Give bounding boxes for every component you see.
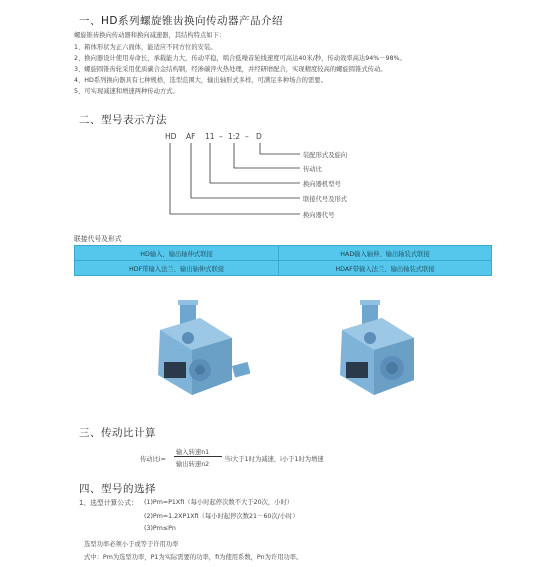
connection-title: 联接代号及形式 (74, 235, 122, 243)
code-ratio: 1:2 (228, 132, 241, 141)
section1-item-3: 3、螺旋圆锥齿轮采用优质碳合金结构钢，经渗碳淬火热处理，并经研磨配合，实现精度较高的螺旋圆锥式传动。 (74, 66, 387, 73)
leader-line-model (210, 143, 300, 183)
legend-connection: 联接代号及形式 (303, 196, 348, 203)
table-cell: HDF带输入法兰、输出轴伸式联接 (75, 261, 279, 276)
table-cell: HDAF带输入法兰、输出轴装式联接 (279, 261, 492, 276)
leader-line-assembly (260, 143, 300, 154)
formula-3: (3)Pm≤Pn (144, 525, 176, 532)
ratio-denominator: 输出转速n2 (176, 461, 210, 468)
section4-title: 四、型号的选择 (79, 483, 156, 495)
leader-line-connection (191, 143, 300, 198)
table-cell: HAD输入轴伸、输出轴装式联接 (279, 246, 492, 261)
code-hd: HD (165, 132, 177, 141)
code-d: D (256, 132, 262, 141)
formula-2: (2)Pm=1.2XP1XfⅠ（每小时起停次数21－60次/小时） (144, 513, 299, 520)
ratio-note: 当i大于1时为减速，i小于1时为增速 (224, 456, 324, 463)
section1-intro: 螺旋锥齿换向传动器和换向减速器，其结构特点如下： (74, 32, 226, 39)
section3-title: 三、传动比计算 (79, 427, 156, 439)
legend-reducer: 换向器代号 (303, 212, 335, 219)
legend-assembly: 装配形式及旋向 (303, 152, 348, 159)
ratio-numerator: 输入转速n1 (176, 449, 210, 456)
table-row (75, 246, 492, 261)
gearbox-image-right (320, 300, 430, 410)
connection-table (74, 245, 492, 276)
table-cell: HD输入、输出轴伸式联接 (75, 246, 279, 261)
formula-1: (1)Pm=P1XfⅠ（每小时起停次数不大于20次，小时） (144, 499, 294, 506)
ratio-label: 传动比i= (140, 456, 166, 463)
code-11: 11 (205, 132, 215, 141)
table-row (75, 261, 492, 276)
section1-title: 一、HD系列螺旋锥齿换向传动器产品介绍 (79, 15, 283, 27)
code-dash-2: – (245, 132, 249, 141)
formula-note-1: 选型功率必须小于或等于许用功率 (84, 541, 179, 548)
leader-line-ratio (234, 143, 300, 168)
code-dash-1: – (219, 132, 223, 141)
section1-item-4: 4、HD系列换向器具有七种规格，选型范围大，输出轴形式多样，可满足多种场合的需要。 (74, 77, 327, 84)
formula-note-2: 式中：Pm为选型功率，P1为实际需要的功率，fⅠ为使用系数，Pn为许用功率。 (84, 554, 303, 561)
formula-label: 1、选型计算公式： (79, 499, 138, 507)
section1-item-2: 2、换向器设计使用寿命长，承载能力大，传动平稳，啮合低噪音轮线速度可高达40米/秒，传动效率高达94%－98%。 (74, 55, 406, 62)
code-af: AF (186, 132, 196, 141)
ratio-fraction-bar (174, 456, 222, 457)
legend-ratio: 传动比 (303, 166, 322, 173)
section1-item-5: 5、可实现减速和增速两种传动方式。 (74, 88, 179, 95)
section1-item-1: 1、箱体形状为正六面体，能适应不同方位的安装。 (74, 44, 217, 51)
section2-title: 二、型号表示方法 (79, 114, 167, 126)
gearbox-image-left (140, 300, 250, 410)
legend-model: 换向器机型号 (303, 181, 341, 188)
